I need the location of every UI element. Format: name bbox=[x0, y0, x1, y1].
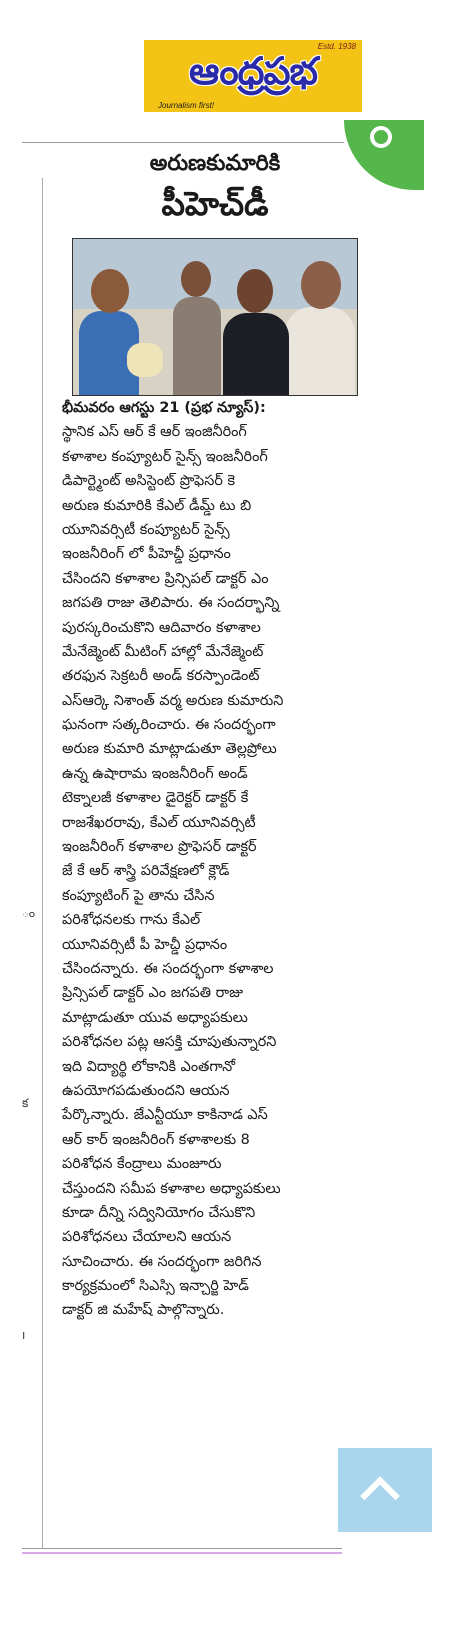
bottom-accent-divider bbox=[22, 1552, 342, 1554]
headline-main: పీహెచ్‌డీ bbox=[161, 184, 269, 223]
article-line: పురస్కరించుకొని ఆదివారం కళాశాల bbox=[62, 619, 261, 636]
photo-bouquet bbox=[127, 343, 163, 377]
photo-person-body bbox=[223, 313, 289, 396]
article-line: కార్యక్రమంలో సిఎస్సి ఇన్చార్జి హెడ్ bbox=[62, 1278, 249, 1295]
photo-person-head bbox=[237, 269, 273, 313]
article-line: ఉపయోగపడుతుందని ఆయన bbox=[62, 1082, 230, 1099]
article-line: పరిశోధనలు చేయాలని ఆయన bbox=[62, 1229, 232, 1246]
article-line: చేస్తుందని సమీప కళాశాల అధ్యాపకులు bbox=[62, 1180, 281, 1197]
article-line: పరిశోధనలకు గాను కేఎల్ bbox=[62, 912, 201, 929]
masthead-tagline: Journalism first! bbox=[158, 101, 215, 110]
article-line: ప్రిన్సిపల్ డాక్టర్ ఎం జగపతి రాజు bbox=[62, 985, 243, 1002]
article-line: సూచించారు. ఈ సందర్భంగా జరిగిన bbox=[62, 1253, 262, 1270]
article-line: చేసిందన్నారు. ఈ సందర్భంగా కళాశాల bbox=[62, 960, 274, 977]
article-line: ఆర్ కార్ ఇంజనీరింగ్ కళాశాలకు 8 bbox=[62, 1131, 250, 1148]
article-line: ఉన్న ఉషారామ ఇంజనీరింగ్ అండ్ bbox=[62, 765, 248, 782]
column-divider bbox=[42, 178, 43, 1548]
article-line: ఇంజనీరింగ్ కళాశాల ప్రొఫెసర్ డాక్టర్ bbox=[62, 839, 257, 856]
share-widget[interactable] bbox=[344, 120, 424, 190]
article-line: అరుణ కుమారి మాట్లాడుతూ తెల్లప్రోలు bbox=[62, 741, 277, 758]
article-line: ఘనంగా సత్కరించారు. ఈ సందర్భంగా bbox=[62, 717, 276, 734]
photo-person-body bbox=[285, 307, 355, 396]
newspaper-masthead bbox=[144, 40, 362, 112]
masthead-estd: Estd. 1938 bbox=[317, 42, 356, 51]
article-line: తరఫున సెక్రటరీ అండ్ కరస్పాండెంట్ bbox=[62, 668, 260, 685]
article-line: ఇది విద్యార్థి లోకానికి ఎంతగానో bbox=[62, 1058, 236, 1075]
adjacent-column-fragment: క bbox=[22, 1096, 29, 1110]
adjacent-column-fragment: ం bbox=[22, 906, 36, 920]
photo-person-body bbox=[173, 297, 221, 396]
article-line: యూనివర్సిటీ పీ హెచ్డీ ప్రధానం bbox=[62, 936, 228, 953]
article-line: కంప్యూటింగ్ పై తాను చేసిన bbox=[62, 887, 215, 904]
article-line: కళాశాల కంప్యూటర్ సైన్స్ ఇంజనీరింగ్ bbox=[62, 448, 268, 465]
article-line: మాట్లాడుతూ యువ అధ్యాపకులు bbox=[62, 1009, 248, 1026]
article-line: యూనివర్సిటీ కంప్యూటర్ సైన్స్ bbox=[62, 521, 230, 538]
article-line: పరిశోధనల పట్ల ఆసక్తి చూపుతున్నారని bbox=[62, 1034, 277, 1051]
article-line: జే కే ఆర్ శాస్త్రి పరివేక్షణలో క్లౌడ్ bbox=[62, 863, 230, 880]
article-line: డాక్టర్ జి మహేష్ పాల్గొన్నారు. bbox=[62, 1302, 225, 1319]
photo-person-head bbox=[301, 261, 341, 309]
bottom-divider bbox=[22, 1548, 342, 1549]
article-dateline: భీమవరం ఆగస్టు 21 (ప్రభ న్యూస్): bbox=[62, 400, 266, 416]
article-line: పరిశోధన కేంద్రాలు మంజూరు bbox=[62, 1156, 222, 1173]
article-line: ఎస్ఆర్కె నిశాంత్ వర్మ అరుణ కుమారుని bbox=[62, 692, 284, 709]
article-line: అరుణ కుమారికి కేఎల్ డీమ్డ్ టు బి bbox=[62, 497, 252, 514]
photo-person-head bbox=[91, 269, 129, 313]
top-divider bbox=[22, 142, 344, 143]
article-body bbox=[62, 396, 362, 1323]
article-line: డిపార్ట్మెంట్ అసిస్టెంట్ ప్రొఫెసర్ కె bbox=[62, 473, 235, 490]
article-line: కూడా దీన్ని సద్వినియోగం చేసుకొని bbox=[62, 1204, 256, 1221]
photo-person-head bbox=[181, 261, 211, 297]
share-icon bbox=[370, 126, 392, 148]
article-line: రాజశేఖరరావు, కేఎల్ యూనివర్సిటీ bbox=[62, 814, 256, 831]
chevron-up-icon bbox=[360, 1476, 400, 1516]
adjacent-column-fragment: ı bbox=[22, 1328, 26, 1342]
article-line: పేర్కొన్నారు. జేఎన్టీయూ కాకినాడ ఎస్ bbox=[62, 1107, 268, 1124]
article-line: మేనేజ్మెంట్ మీటింగ్ హాల్లో మేనేజ్మెంట్ bbox=[62, 643, 264, 660]
article-line: స్థానిక ఎస్ ఆర్ కే ఆర్ ఇంజినీరింగ్ bbox=[62, 424, 247, 441]
masthead-logo-text: ఆంధ్రప్రభ bbox=[189, 49, 317, 93]
article-line: చేసిందని కళాశాల ప్రిన్సిపల్ డాక్టర్ ఎం bbox=[62, 570, 269, 587]
article-line: జగపతి రాజు తెలిపారు. ఈ సందర్భాన్ని bbox=[62, 595, 280, 612]
news-photo bbox=[72, 238, 358, 396]
article-line: ఇంజనీరింగ్ లో పీహెచ్డీ ప్రధానం bbox=[62, 546, 231, 563]
scroll-to-top-button[interactable] bbox=[338, 1448, 432, 1532]
article-line: టెక్నాలజీ కళాశాల డైరెక్టర్ డాక్టర్ కే bbox=[62, 790, 249, 807]
headline-kicker: అరుణకుమారికి bbox=[149, 151, 281, 176]
